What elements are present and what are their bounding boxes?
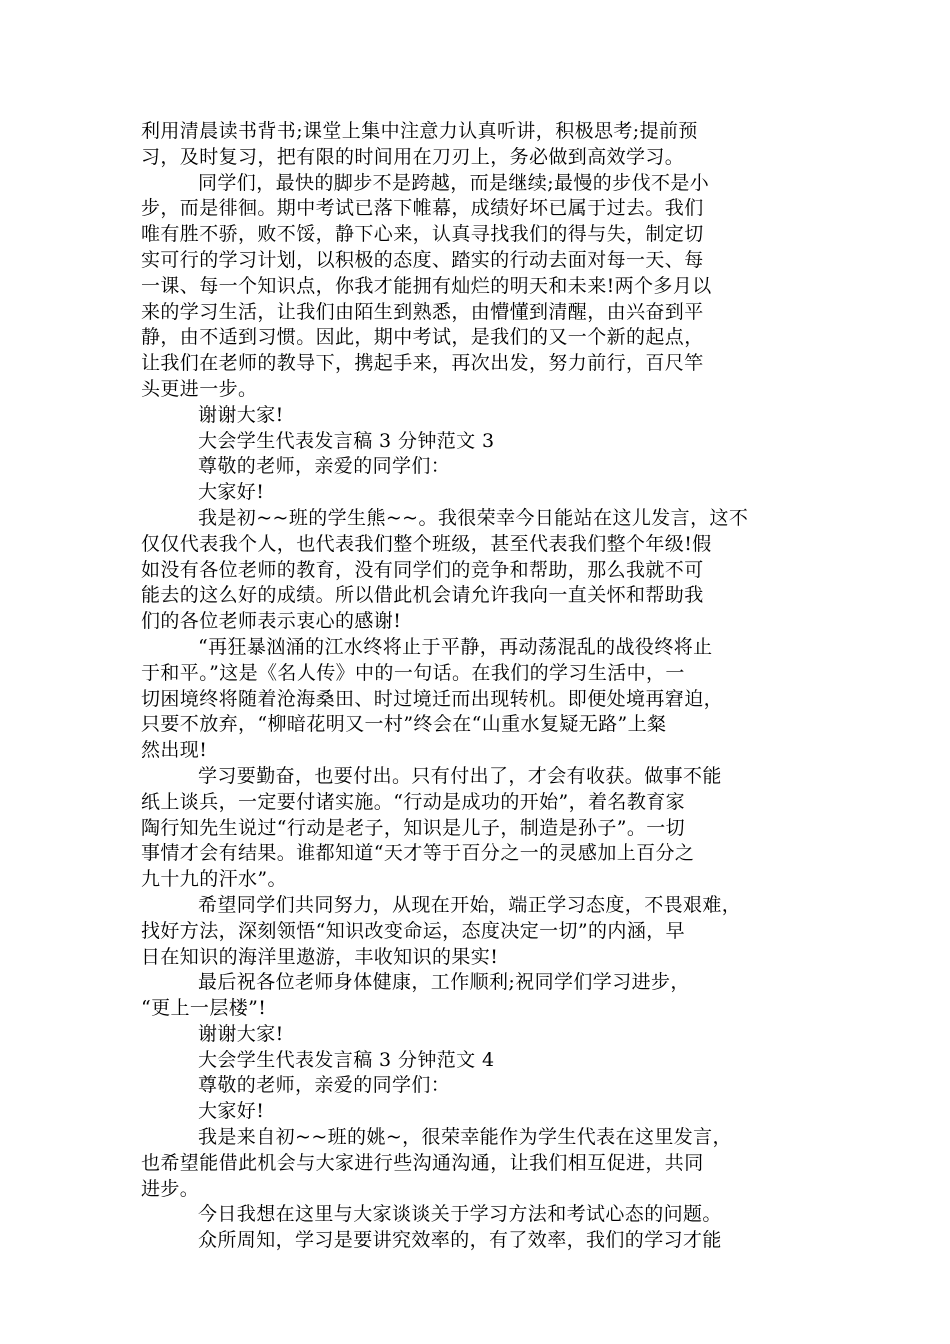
text-line: 大会学生代表发言稿 3 分钟范文 3 <box>198 429 495 452</box>
text-line: 也希望能借此机会与大家进行些沟通沟通，让我们相互促进，共同 <box>141 1151 704 1174</box>
text-line: 众所周知，学习是要讲究效率的，有了效率，我们的学习才能 <box>198 1229 722 1252</box>
text-line: 于和平。”这是《名人传》中的一句话。在我们的学习生活中，一 <box>141 661 685 684</box>
text-line: 谢谢大家! <box>198 403 284 426</box>
text-line: “更上一层楼”! <box>141 997 267 1020</box>
text-line: 尊敬的老师，亲爱的同学们： <box>198 455 451 478</box>
text-line: 今日我想在这里与大家谈谈关于学习方法和考试心态的问题。 <box>198 1203 722 1226</box>
text-line: 步，而是徘徊。期中考试已落下帷幕，成绩好坏已属于过去。我们 <box>141 197 704 220</box>
text-line: 日在知识的海洋里遨游，丰收知识的果实! <box>141 945 499 968</box>
text-line: 陶行知先生说过“行动是老子，知识是儿子，制造是孙子”。一切 <box>141 816 686 839</box>
text-line: 如没有各位老师的教育，没有同学们的竞争和帮助，那么我就不可 <box>141 558 704 581</box>
text-line: 让我们在老师的教导下，携起手来，再次出发，努力前行，百尺竿 <box>141 352 704 375</box>
text-line: 一课、每一个知识点，你我才能拥有灿烂的明天和未来!两个多月以 <box>141 274 712 297</box>
text-line: 希望同学们共同努力，从现在开始，端正学习态度，不畏艰难， <box>198 893 742 916</box>
text-line: 利用清晨读书背书;课堂上集中注意力认真听讲，积极思考;提前预 <box>141 120 698 142</box>
text-line: 只要不放弃，“柳暗花明又一村”终会在“山重水复疑无路”上粲 <box>141 713 667 736</box>
text-line: 大家好! <box>198 1100 265 1123</box>
text-line: 事情才会有结果。谁都知道“天才等于百分之一的灵感加上百分之 <box>141 842 695 865</box>
text-line: 学习要勤奋，也要付出。只有付出了，才会有收获。做事不能 <box>198 764 722 787</box>
text-line: 能去的这么好的成绩。所以借此机会请允许我向一直关怀和帮助我 <box>141 584 704 607</box>
text-line: 大家好! <box>198 481 265 504</box>
text-line: 来的学习生活，让我们由陌生到熟悉，由懵懂到清醒，由兴奋到平 <box>141 300 704 323</box>
text-line: 们的各位老师表示衷心的感谢! <box>141 610 402 633</box>
text-line: 我是来自初~~班的姚~，很荣幸能作为学生代表在这里发言， <box>198 1126 732 1149</box>
text-line: “再狂暴汹涌的江水终将止于平静，再动荡混乱的战役终将止 <box>198 635 713 658</box>
text-line: 然出现! <box>141 739 208 762</box>
text-line: 静，由不适到习惯。因此，期中考试，是我们的又一个新的起点， <box>141 326 704 349</box>
text-line: 同学们，最快的脚步不是跨越，而是继续;最慢的步伐不是小 <box>198 171 710 194</box>
text-line: 谢谢大家! <box>198 1022 284 1045</box>
text-line: 唯有胜不骄，败不馁，静下心来，认真寻找我们的得与失，制定切 <box>141 223 704 246</box>
text-line: 九十九的汗水”。 <box>141 868 287 891</box>
text-line: 找好方法，深刻领悟“知识改变命运，态度决定一切”的内涵，早 <box>141 919 686 942</box>
text-line: 我是初~~班的学生熊~~。我很荣幸今日能站在这儿发言，这不 <box>198 506 749 529</box>
text-line: 实可行的学习计划，以积极的态度、踏实的行动去面对每一天、每 <box>141 248 704 271</box>
text-line: 习，及时复习，把有限的时间用在刀刃上，务必做到高效学习。 <box>141 145 685 168</box>
text-line: 尊敬的老师，亲爱的同学们： <box>198 1074 451 1097</box>
text-line: 最后祝各位老师身体健康，工作顺利;祝同学们学习进步， <box>198 971 690 994</box>
document-body <box>141 119 821 1254</box>
text-line: 头更进一步。 <box>141 377 258 400</box>
text-line: 大会学生代表发言稿 3 分钟范文 4 <box>198 1048 495 1071</box>
text-line: 进步。 <box>141 1177 200 1200</box>
text-line: 仅仅代表我个人，也代表我们整个班级，甚至代表我们整个年级!假 <box>141 532 712 555</box>
text-line: 纸上谈兵，一定要付诸实施。“行动是成功的开始”，着名教育家 <box>141 790 686 813</box>
text-line: 切困境终将随着沧海桑田、时过境迁而出现转机。即便处境再窘迫， <box>141 687 724 710</box>
